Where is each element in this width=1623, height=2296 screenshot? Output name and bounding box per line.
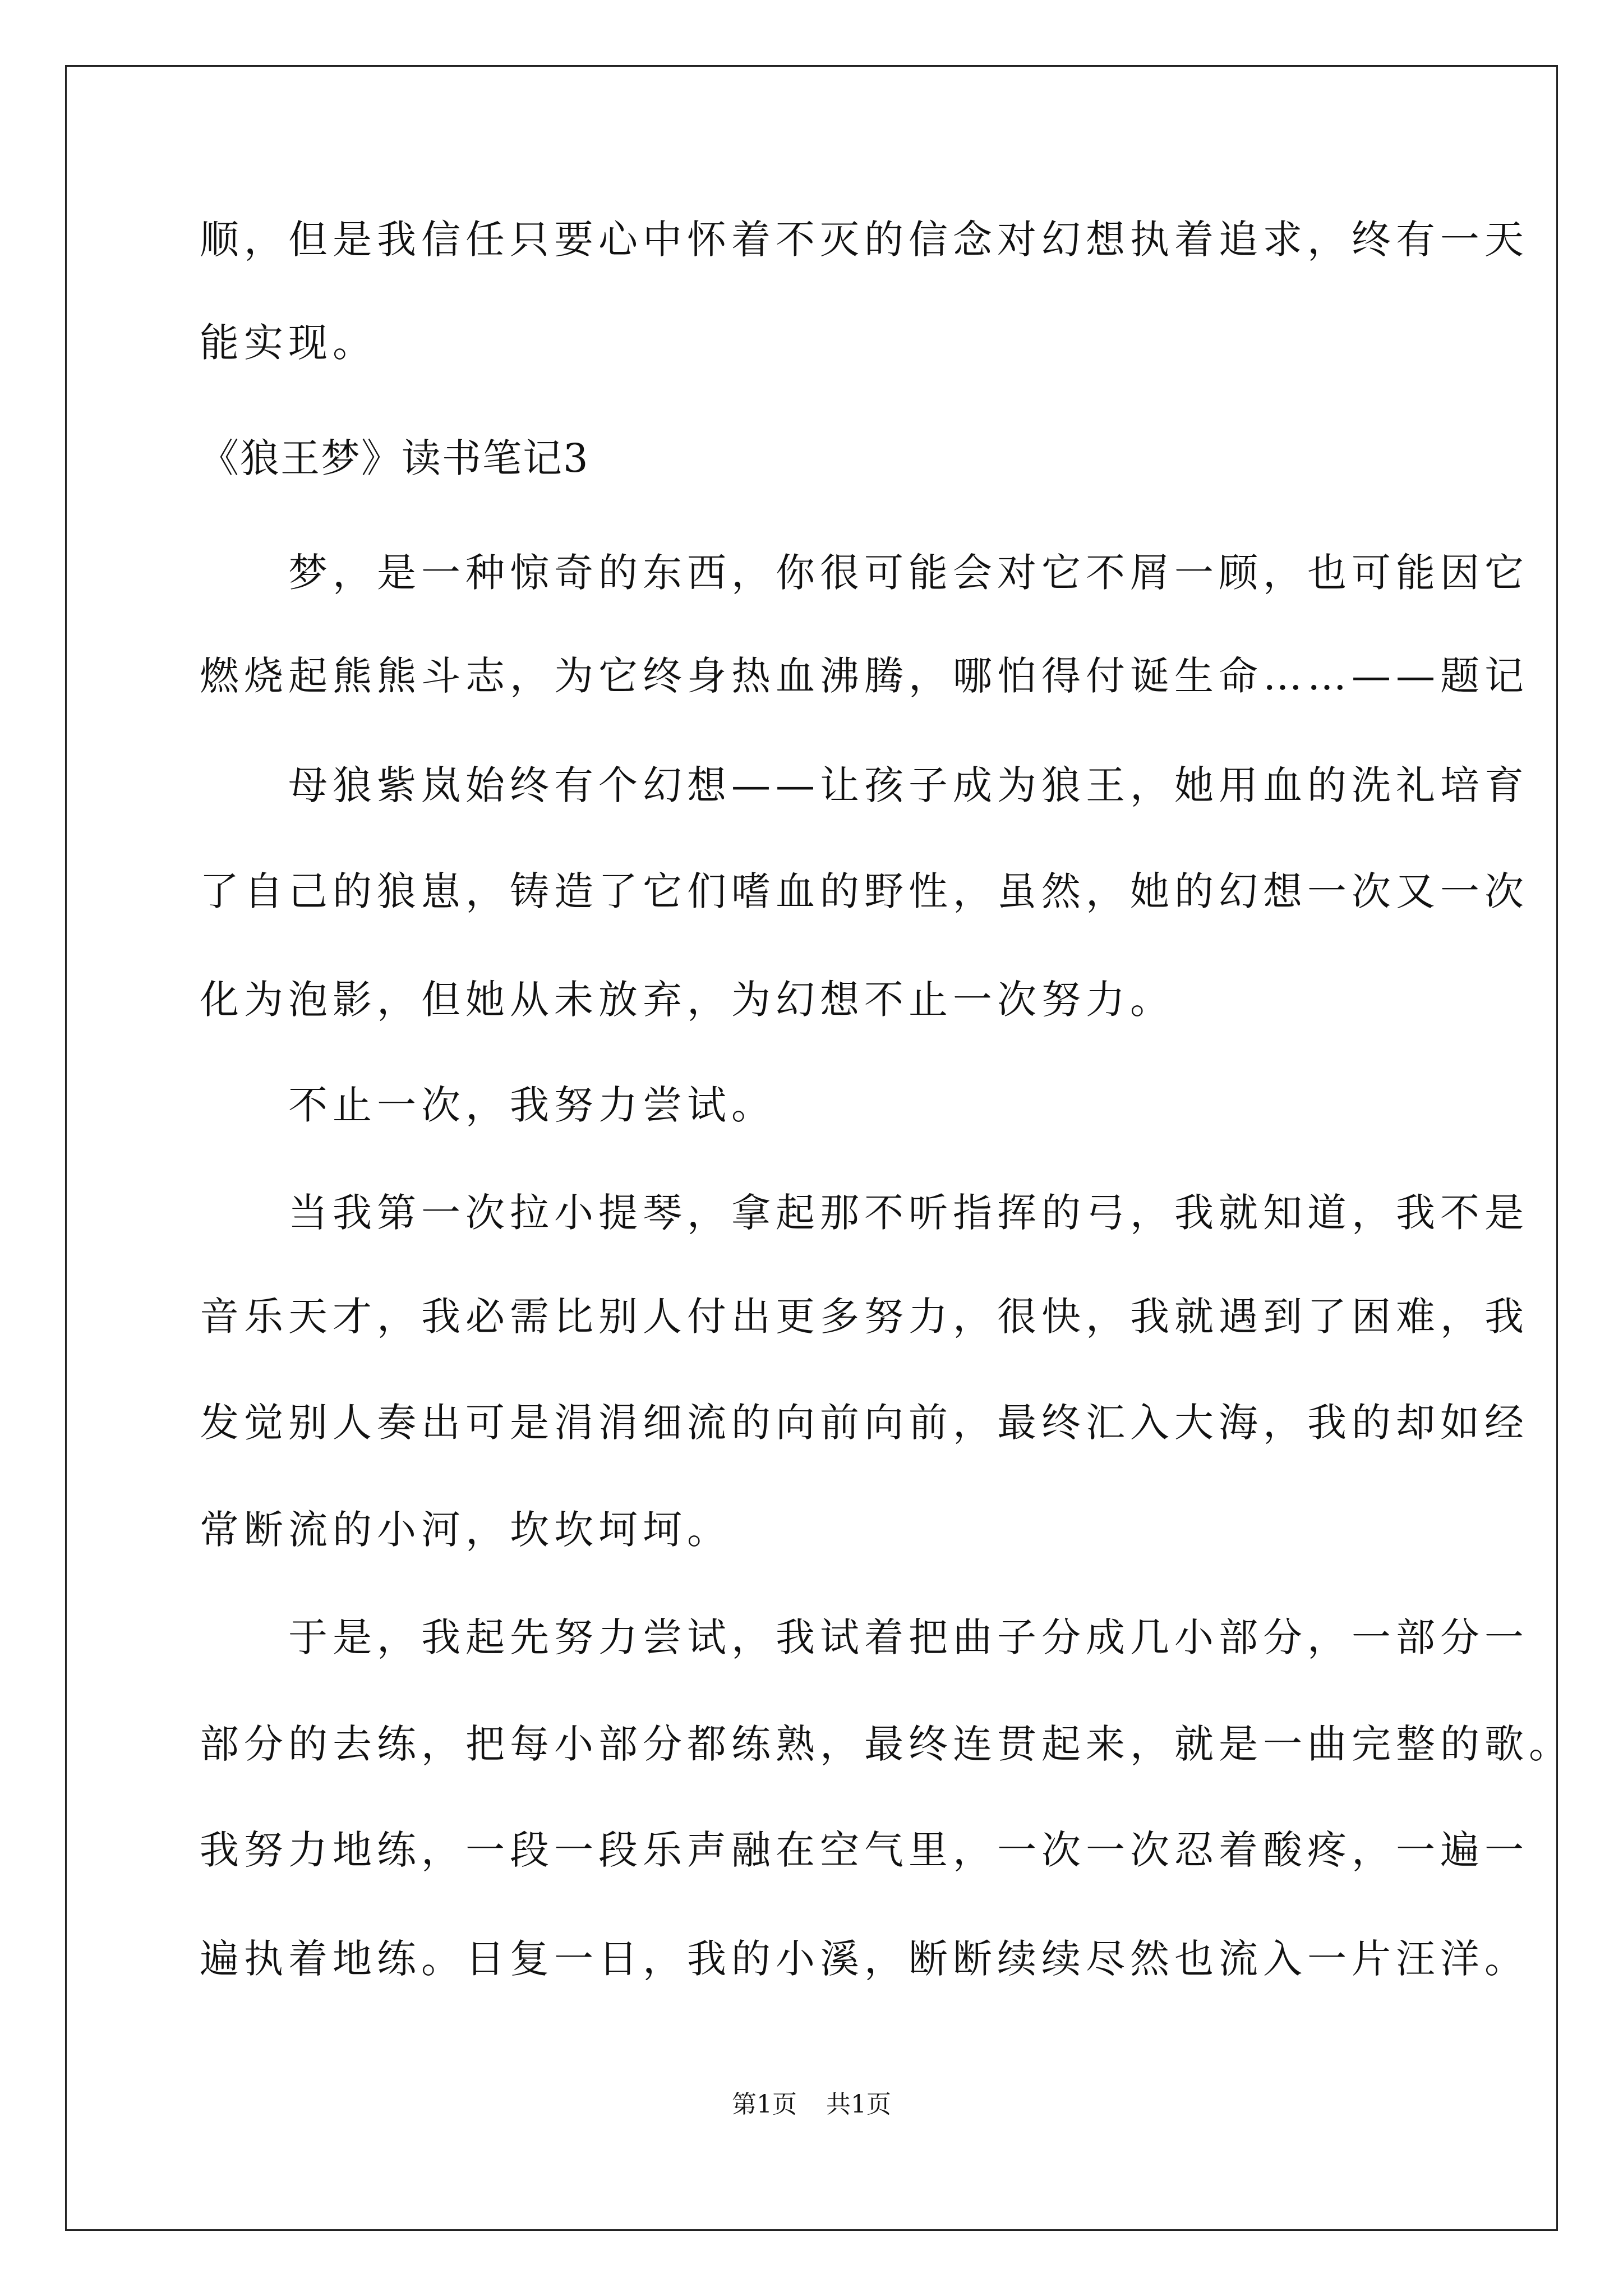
page-footer — [0, 2088, 1623, 2122]
page-total: 共1页 — [826, 2090, 891, 2119]
text-line: 音乐天才，我必需比别人付出更多努力，很快，我就遇到了困难，我 — [200, 1294, 1529, 1340]
text-line: 顺，但是我信任只要心中怀着不灭的信念对幻想执着追求，终有一天 — [200, 217, 1529, 263]
page-number: 第1页 — [732, 2090, 797, 2119]
section-heading: 《狼王梦》读书笔记3 — [200, 435, 589, 481]
text-line: 当我第一次拉小提琴，拿起那不听指挥的弓，我就知道，我不是 — [200, 1190, 1529, 1236]
text-line: 部分的去练，把每小部分都练熟，最终连贯起来，就是一曲完整的歌。 — [200, 1721, 1573, 1767]
text-line: 常断流的小河，坎坎坷坷。 — [200, 1507, 731, 1553]
text-line: 了自己的狼崽，铸造了它们嗜血的野性，虽然，她的幻想一次又一次 — [200, 868, 1529, 914]
page-border — [65, 65, 1558, 2231]
text-line: 发觉别人奏出可是涓涓细流的向前向前，最终汇入大海，我的却如经 — [200, 1400, 1529, 1446]
text-line: 化为泡影，但她从未放弃，为幻想不止一次努力。 — [200, 977, 1174, 1023]
text-line: 燃烧起熊熊斗志，为它终身热血沸腾，哪怕得付诞生命……——题记 — [200, 653, 1529, 699]
text-line: 于是，我起先努力尝试，我试着把曲子分成几小部分，一部分一 — [200, 1614, 1529, 1660]
text-line: 我努力地练，一段一段乐声融在空气里，一次一次忍着酸疼，一遍一 — [200, 1827, 1529, 1873]
text-line: 遍执着地练。日复一日，我的小溪，断断续续尽然也流入一片汪洋。 — [200, 1936, 1529, 1982]
text-line: 能实现。 — [200, 320, 377, 366]
text-line: 梦，是一种惊奇的东西，你很可能会对它不屑一顾，也可能因它 — [200, 550, 1529, 596]
text-line: 母狼紫岚始终有个幻想——让孩子成为狼王，她用血的洗礼培育 — [200, 762, 1529, 808]
text-line: 不止一次，我努力尝试。 — [200, 1082, 776, 1128]
